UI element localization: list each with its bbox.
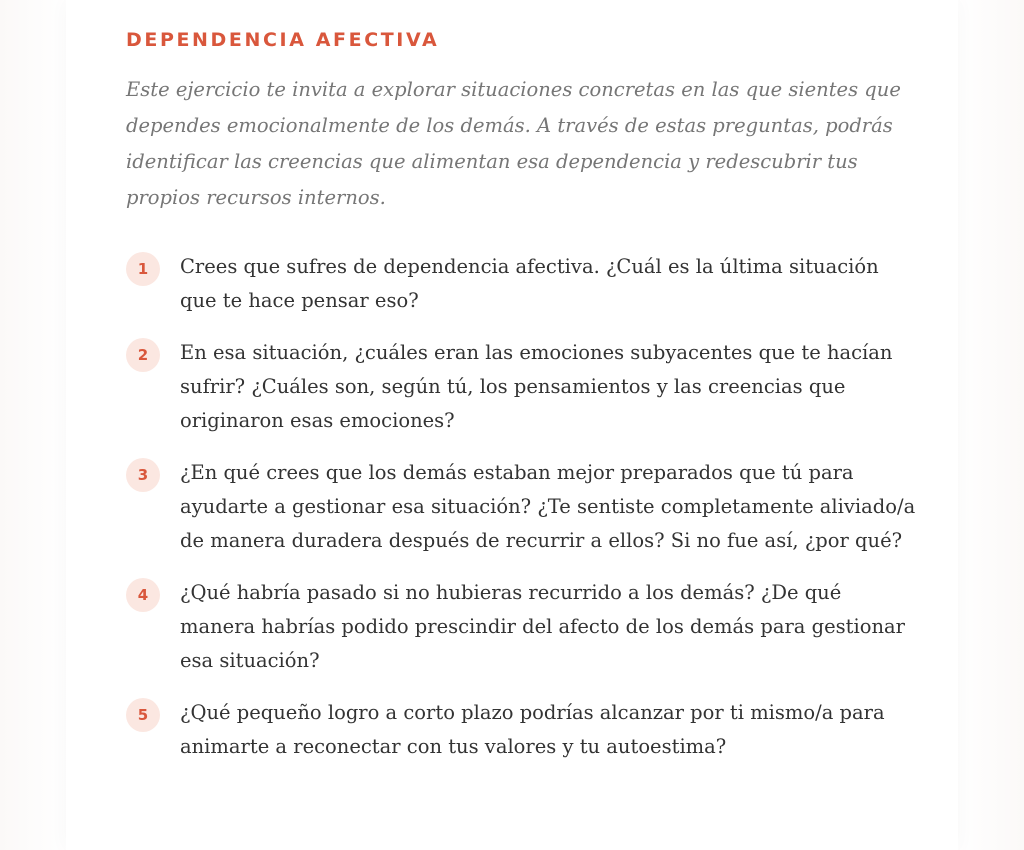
question-item	[126, 336, 916, 438]
question-number-badge: 1	[126, 252, 160, 286]
intro-paragraph: Este ejercicio te invita a explorar situaciones concretas en las que sientes que dependes emocionalmente de los demás. A través de estas preguntas, podrás identificar las creencias que alimentan esa dependencia y redescubrir tus propios recursos internos.	[126, 78, 901, 209]
question-text: Crees que sufres de dependencia afectiva. ¿Cuál es la última situación que te hace pensar eso?	[180, 255, 879, 312]
section-title: DEPENDENCIA AFECTIVA	[126, 29, 440, 51]
question-number-badge: 5	[126, 698, 160, 732]
question-number-badge: 4	[126, 578, 160, 612]
question-item	[126, 456, 916, 558]
question-number-badge: 3	[126, 458, 160, 492]
question-text: ¿Qué habría pasado si no hubieras recurrido a los demás? ¿De qué manera habrías podido prescindir del afecto de los demás para gestionar esa situación?	[180, 581, 905, 672]
question-item	[126, 250, 916, 318]
question-list	[126, 250, 916, 782]
question-item	[126, 696, 916, 764]
question-text: En esa situación, ¿cuáles eran las emociones subyacentes que te hacían sufrir? ¿Cuáles son, según tú, los pensamientos y las creencias que originaron esas emociones?	[180, 341, 893, 432]
question-item	[126, 576, 916, 678]
question-number-badge: 2	[126, 338, 160, 372]
question-text: ¿Qué pequeño logro a corto plazo podrías alcanzar por ti mismo/a para animarte a reconectar con tus valores y tu autoestima?	[180, 701, 885, 758]
question-text: ¿En qué crees que los demás estaban mejor preparados que tú para ayudarte a gestionar esa situación? ¿Te sentiste completamente aliviado/a de manera duradera después de recurrir a ellos? Si no fue así, ¿por qué?	[180, 461, 916, 552]
